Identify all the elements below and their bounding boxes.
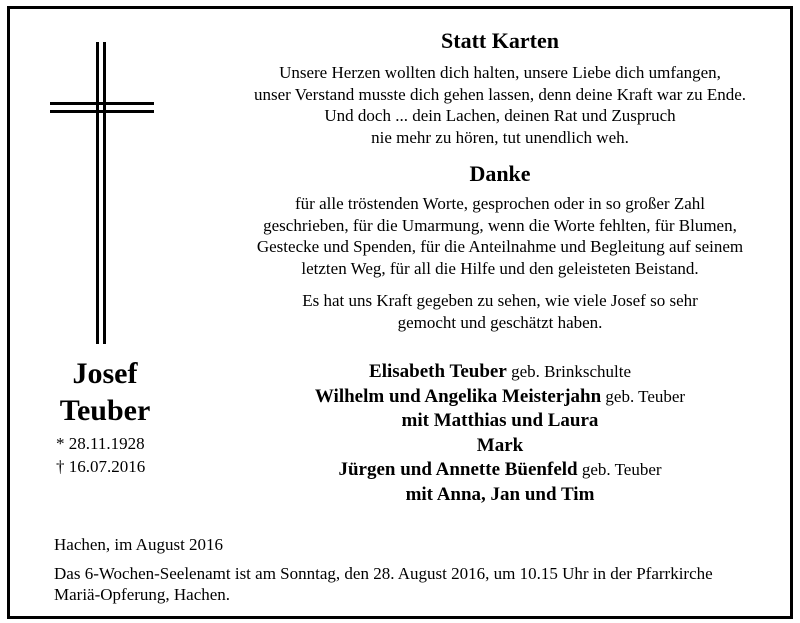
poem-line: unser Verstand musste dich gehen lassen, denn deine Kraft war zu Ende. <box>253 84 747 104</box>
place-date: Hachen, im August 2016 <box>54 535 224 554</box>
cross-icon <box>48 42 158 344</box>
mourner-line: Elisabeth Teuber geb. Brinkschulte <box>369 361 631 382</box>
thanks-line: für alle tröstenden Worte, gesprochen oder in so großer Zahl <box>295 194 705 213</box>
mourners-list <box>200 360 800 507</box>
mourner-line: mit Anna, Jan und Tim <box>405 483 595 505</box>
closing-line: gemocht und geschätzt haben. <box>397 312 603 332</box>
deceased-last-name: Teuber <box>59 394 151 427</box>
service-line: Das 6-Wochen-Seelenamt ist am Sonntag, den 28. August 2016, um 10.15 Uhr in der Pfarrkirche <box>54 564 713 583</box>
thanks-text <box>200 193 800 279</box>
death-date: † 16.07.2016 <box>56 457 146 476</box>
poem-line: nie mehr zu hören, tut unendlich weh. <box>371 127 629 147</box>
deceased-first-name: Josef <box>72 357 138 390</box>
birth-date: * 28.11.1928 <box>56 434 145 453</box>
closing-line: Es hat uns Kraft gegeben zu sehen, wie viele Josef so sehr <box>302 291 698 310</box>
heading-danke: Danke <box>469 161 531 186</box>
service-announcement <box>54 563 774 605</box>
thanks-line: geschrieben, für die Umarmung, wenn die Worte fehlten, für Blumen, <box>263 215 737 235</box>
mourner-line: mit Matthias und Laura <box>401 410 599 431</box>
poem-line: Und doch ... dein Lachen, deinen Rat und Zuspruch <box>324 106 676 125</box>
thanks-line: Gestecke und Spenden, für die Anteilnahme und Begleitung auf seinem <box>256 237 744 256</box>
mourner-line: Jürgen und Annette Büenfeld geb. Teuber <box>338 459 662 480</box>
life-dates <box>56 432 145 478</box>
closing-text <box>200 290 800 333</box>
heading-statt-karten: Statt Karten <box>441 28 559 53</box>
thanks-line: letzten Weg, für all die Hilfe und den geleisteten Beistand. <box>301 258 699 278</box>
mourner-line: Mark <box>476 434 524 456</box>
mourner-line: Wilhelm und Angelika Meisterjahn geb. Teuber <box>314 385 686 407</box>
poem-line: Unsere Herzen wollten dich halten, unsere Liebe dich umfangen, <box>279 63 721 82</box>
poem-text <box>200 62 800 148</box>
service-line: Mariä-Opferung, Hachen. <box>54 585 231 604</box>
